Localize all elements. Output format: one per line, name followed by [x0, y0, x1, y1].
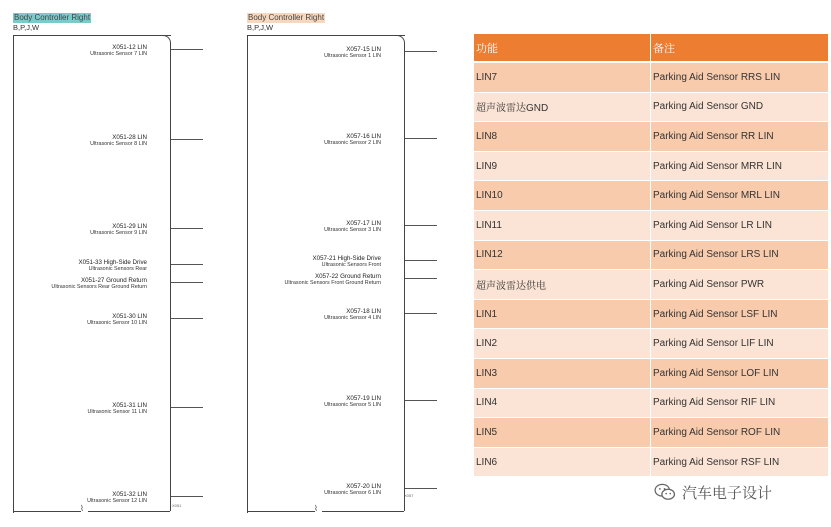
wire: [171, 318, 203, 319]
cell-remark: Parking Aid Sensor RIF LIN: [651, 388, 829, 418]
cell-remark: Parking Aid Sensor LIF LIN: [651, 329, 829, 359]
wire: [405, 278, 437, 279]
pin-id: X057-16 LIN: [346, 133, 381, 140]
pin-row: [234, 255, 464, 275]
table-row: [474, 181, 828, 211]
pin-id: X057-19 LIN: [346, 395, 381, 402]
cell-function: LIN10: [474, 181, 651, 211]
module-title: Body Controller Right: [248, 13, 325, 22]
pin-desc: Ultrasonic Sensor 1 LIN: [324, 53, 381, 59]
pin-id: X051-29 LIN: [112, 223, 147, 230]
wire: [171, 139, 203, 140]
table-row: [474, 388, 828, 418]
header-function: 功能: [474, 34, 651, 62]
pin-row: [234, 133, 464, 153]
pin-desc: Ultrasonic Sensor 3 LIN: [324, 227, 381, 233]
cell-function: LIN1: [474, 299, 651, 329]
cell-remark: Parking Aid Sensor MRL LIN: [651, 181, 829, 211]
wire: [405, 138, 437, 139]
pin-row: [0, 259, 230, 279]
wire: [171, 407, 203, 408]
pin-desc: Ultrasonic Sensors Rear: [88, 266, 147, 272]
pin-row: [0, 491, 230, 511]
pin-desc: Ultrasonic Sensor 9 LIN: [90, 230, 147, 236]
schematic-panel-right: [234, 0, 464, 527]
pin-id: X057-22 Ground Return: [314, 273, 381, 280]
module-bottom-edge: [247, 511, 315, 512]
table-header-row: [474, 34, 828, 62]
pin-row: [0, 313, 230, 333]
cell-function: LIN3: [474, 358, 651, 388]
pin-desc: Ultrasonic Sensor 5 LIN: [324, 402, 381, 408]
cell-function: LIN6: [474, 447, 651, 477]
table-row: [474, 92, 828, 122]
table-row: [474, 270, 828, 300]
cell-function: LIN11: [474, 210, 651, 240]
pin-id: X051-30 LIN: [112, 313, 147, 320]
module-bottom-edge: [322, 511, 404, 512]
watermark: [650, 480, 776, 504]
break-mark: ⌇: [314, 504, 318, 513]
table-row: [474, 447, 828, 477]
pin-id: X057-17 LIN: [346, 220, 381, 227]
pin-row: [234, 483, 464, 503]
pin-desc: Ultrasonic Sensors Front: [321, 262, 381, 268]
cell-function: LIN8: [474, 122, 651, 152]
cell-remark: Parking Aid Sensor MRR LIN: [651, 151, 829, 181]
module-title: Body Controller Right: [14, 13, 91, 22]
table-row: [474, 151, 828, 181]
wire: [171, 49, 203, 50]
pin-function-table: [474, 34, 828, 477]
pin-id: X057-20 LIN: [346, 483, 381, 490]
wire: [405, 488, 437, 489]
schematic-panel-left: [0, 0, 230, 527]
cell-remark: Parking Aid Sensor LRS LIN: [651, 240, 829, 270]
wire: [405, 400, 437, 401]
module-codes: B,P,J,W: [13, 23, 40, 32]
pin-desc: Ultrasonic Sensors Front Ground Return: [284, 280, 381, 286]
pin-desc: Ultrasonic Sensor 7 LIN: [90, 51, 147, 57]
pin-desc: Ultrasonic Sensor 10 LIN: [87, 320, 147, 326]
table-row: [474, 122, 828, 152]
wire: [171, 282, 203, 283]
pin-row: [0, 44, 230, 64]
pin-row: [234, 308, 464, 328]
wire: [171, 264, 203, 265]
pin-id: X051-31 LIN: [112, 402, 147, 409]
watermark-text: 汽车电子设计: [682, 483, 773, 502]
cell-function: LIN12: [474, 240, 651, 270]
cell-function: LIN5: [474, 418, 651, 448]
pin-desc: Ultrasonic Sensor 11 LIN: [87, 409, 147, 415]
pin-id: X051-32 LIN: [112, 491, 147, 498]
cell-remark: Parking Aid Sensor RSF LIN: [651, 447, 829, 477]
pin-row: [234, 220, 464, 240]
cell-remark: Parking Aid Sensor RR LIN: [651, 122, 829, 152]
cell-remark: Parking Aid Sensor RRS LIN: [651, 62, 829, 92]
table-row: [474, 240, 828, 270]
pin-id: X057-18 LIN: [346, 308, 381, 315]
table-row: [474, 210, 828, 240]
table-row: [474, 418, 828, 448]
module-bottom-edge: [88, 511, 170, 512]
cell-remark: Parking Aid Sensor GND: [651, 92, 829, 122]
ground-tag: X051: [172, 503, 182, 508]
wire: [171, 496, 203, 497]
pin-row: [234, 46, 464, 66]
table-row: [474, 299, 828, 329]
cell-function: 超声波雷达GND: [474, 92, 651, 122]
wire: [405, 225, 437, 226]
pin-row: [0, 402, 230, 422]
pin-id: X057-21 High-Side Drive: [312, 255, 381, 262]
table-row: [474, 62, 828, 92]
pin-id: X051-28 LIN: [112, 134, 147, 141]
table-row: [474, 329, 828, 359]
cell-function: LIN4: [474, 388, 651, 418]
pin-row: [0, 223, 230, 243]
cell-function: 超声波雷达供电: [474, 270, 651, 300]
cell-remark: Parking Aid Sensor PWR: [651, 270, 829, 300]
table-row: [474, 358, 828, 388]
pin-desc: Ultrasonic Sensor 8 LIN: [90, 141, 147, 147]
break-mark: ⌇: [80, 504, 84, 513]
wire: [405, 260, 437, 261]
cell-remark: Parking Aid Sensor LSF LIN: [651, 299, 829, 329]
pin-row: [234, 273, 464, 293]
module-bottom-edge: [13, 511, 81, 512]
cell-function: LIN2: [474, 329, 651, 359]
pin-id: X051-12 LIN: [112, 44, 147, 51]
pin-desc: Ultrasonic Sensor 6 LIN: [324, 490, 381, 496]
header-remark: 备注: [651, 34, 829, 62]
cell-function: LIN7: [474, 62, 651, 92]
wechat-icon: [654, 483, 676, 501]
cell-function: LIN9: [474, 151, 651, 181]
wire: [405, 51, 437, 52]
ground-tag: X057: [404, 493, 414, 498]
pin-id: X051-33 High-Side Drive: [78, 259, 147, 266]
pin-row: [0, 277, 230, 297]
pin-id: X057-15 LIN: [346, 46, 381, 53]
cell-remark: Parking Aid Sensor LR LIN: [651, 210, 829, 240]
pin-desc: Ultrasonic Sensor 2 LIN: [324, 140, 381, 146]
cell-remark: Parking Aid Sensor LOF LIN: [651, 358, 829, 388]
cell-remark: Parking Aid Sensor ROF LIN: [651, 418, 829, 448]
pin-id: X051-27 Ground Return: [80, 277, 147, 284]
wire: [171, 228, 203, 229]
wire: [405, 313, 437, 314]
pin-desc: Ultrasonic Sensors Rear Ground Return: [51, 284, 147, 290]
pin-desc: Ultrasonic Sensor 4 LIN: [324, 315, 381, 321]
module-codes: B,P,J,W: [247, 23, 274, 32]
pin-row: [0, 134, 230, 154]
pin-desc: Ultrasonic Sensor 12 LIN: [87, 498, 147, 504]
pin-row: [234, 395, 464, 415]
